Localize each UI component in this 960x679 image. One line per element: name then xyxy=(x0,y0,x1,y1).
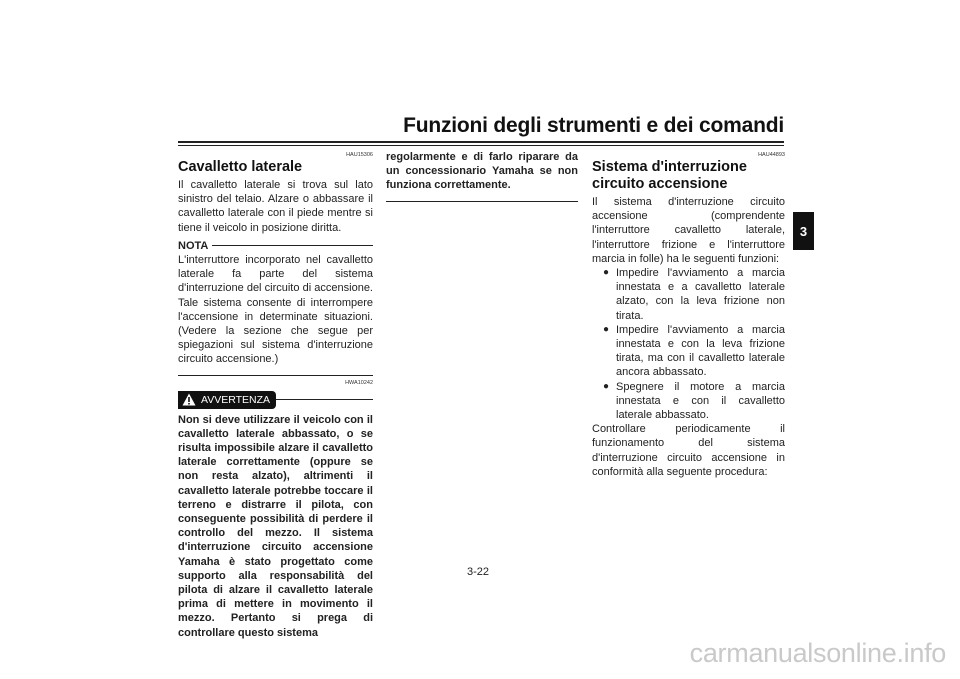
bullet-icon: ● xyxy=(603,267,610,279)
page-number: 3-22 xyxy=(467,566,490,578)
bullet-icon: ● xyxy=(603,323,610,335)
left-column xyxy=(178,150,373,640)
function-list xyxy=(592,266,785,422)
warning-divider xyxy=(276,399,373,400)
warning-code: HWA10242 xyxy=(345,379,373,386)
title-rule xyxy=(178,141,784,143)
section-code: HAU15306 xyxy=(346,152,373,158)
watermark: carmanualsonline.info xyxy=(689,638,946,668)
warning-badge xyxy=(178,391,276,409)
warning-text-continued: regolarmente e di farlo riparare da un concessionario Yamaha se non funziona correttamente. xyxy=(386,151,578,192)
nota-header xyxy=(178,239,373,253)
page-title: Funzioni degli strumenti e dei comandi xyxy=(403,114,784,137)
nota-text: L'interruttore incorporato nel cavalletto laterale fa parte del sistema d'interruzione del circuito di accensione. Tale sistema consente di interrompere l'accensione in determinate situazioni. (Vedere la sezione che segue per spiegazioni sul sistema d'interruzione circuito accensione.) xyxy=(178,254,373,366)
title-rule-thin xyxy=(178,145,784,146)
chapter-tab: 3 xyxy=(793,212,814,250)
middle-column xyxy=(386,150,578,206)
warning-header xyxy=(178,391,373,409)
section-heading: Cavalletto laterale xyxy=(178,159,303,175)
nota-label: NOTA xyxy=(178,239,209,252)
warning-triangle-icon xyxy=(182,393,196,406)
section-code: HAU44893 xyxy=(758,152,785,158)
warning-label: AVVERTENZA xyxy=(201,393,271,406)
warning-text: Non si deve utilizzare il veicolo con il cavalletto laterale abbassato, o se risulta impossibile alzare il cavalletto laterale correttamente (oppure se non resta alzato), altrimenti il cavalletto laterale potrebbe toccare il terreno e distrarre il pilota, con conseguente possibilità di perdere il controllo del mezzo. Il sistema d'interruzione circuito accensione Yamaha è stato progettato come supporto alla responsabilità del pilota di alzare il cavalletto laterale prima di mettere in movimento il mezzo. Pertanto si prega di controllare questo sistema xyxy=(178,413,373,639)
warning-end-rule xyxy=(386,201,578,202)
nota-divider xyxy=(212,245,373,246)
section-heading: Sistema d'interruzione circuito accensione xyxy=(592,159,747,192)
list-item: ● Spegnere il motore a marcia innestata e con il cavalletto laterale abbassato. xyxy=(603,380,785,422)
list-item: ● Impedire l'avviamento a marcia innestata e con la leva frizione tirata, ma con il cavalletto laterale ancora abbassato. xyxy=(603,323,785,379)
bullet-icon: ● xyxy=(603,380,610,392)
list-item: ● Impedire l'avviamento a marcia innestata e a cavalletto laterale alzato, con la leva frizione non tirata. xyxy=(603,267,785,322)
intro-paragraph: Il cavalletto laterale si trova sul lato sinistro del telaio. Alzare o abbassare il cavalletto laterale con il piede mentre si tiene il veicolo in posizione diritta. xyxy=(178,179,373,234)
outro-paragraph: Controllare periodicamente il funzionamento del sistema d'interruzione circuito accensione in conformità alla seguente procedura: xyxy=(592,423,785,478)
right-column xyxy=(592,150,785,479)
nota-end-rule xyxy=(178,375,373,376)
intro-paragraph: Il sistema d'interruzione circuito accensione (comprendente l'interruttore cavalletto laterale, l'interruttore frizione e l'interruttore marcia in folle) ha le seguenti funzioni: xyxy=(592,196,785,265)
